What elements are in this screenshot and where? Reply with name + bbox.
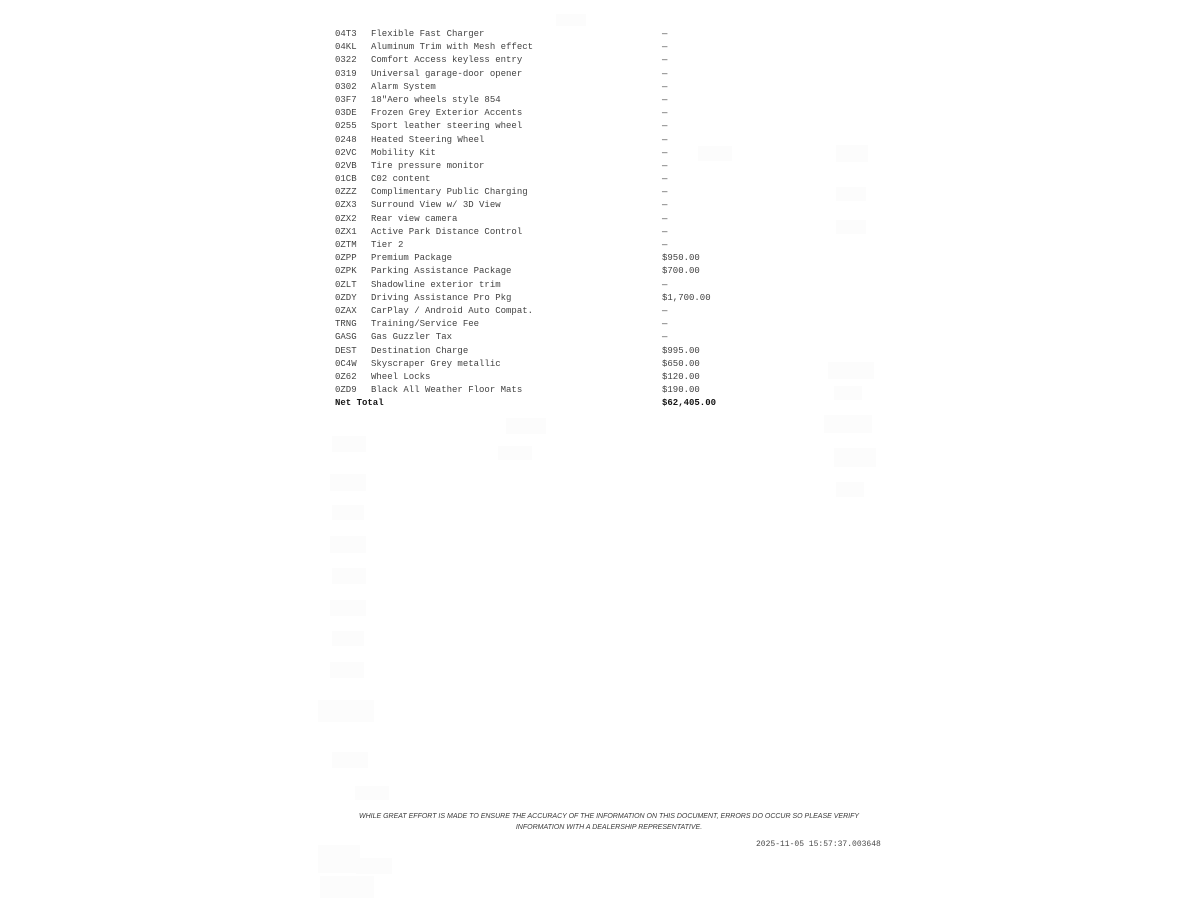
- option-row: [335, 318, 765, 331]
- scan-artifact: [355, 786, 389, 800]
- option-price: —: [662, 108, 668, 119]
- option-description: Driving Assistance Pro Pkg: [371, 292, 512, 303]
- option-code: 03DE: [335, 108, 357, 119]
- disclaimer-text: WHILE GREAT EFFORT IS MADE TO ENSURE THE ACCURACY OF THE INFORMATION ON THIS DOCUMENT, ERRORS DO OCCUR SO PLEASE VERIFY INFORMATION WITH A DEALERSHIP REPRESENTATIVE.: [358, 813, 860, 831]
- option-row: [335, 186, 765, 199]
- option-description: Sport leather steering wheel: [371, 121, 523, 132]
- option-description: Complimentary Public Charging: [371, 187, 528, 198]
- option-price: —: [662, 226, 668, 237]
- option-row: [335, 265, 765, 278]
- option-code: 04KL: [335, 42, 357, 53]
- option-price: —: [662, 147, 668, 158]
- option-code: 0ZX2: [335, 213, 357, 224]
- scan-artifact: [828, 362, 874, 379]
- option-description: Skyscraper Grey metallic: [371, 358, 501, 369]
- option-description: Active Park Distance Control: [371, 226, 523, 237]
- option-row: [335, 213, 765, 226]
- option-code: 0ZX1: [335, 226, 357, 237]
- option-code: 0ZLT: [335, 279, 357, 290]
- option-row: [335, 94, 765, 107]
- option-price: —: [662, 55, 668, 66]
- option-code: 0ZD9: [335, 385, 357, 396]
- option-description: 18"Aero wheels style 854: [371, 94, 501, 105]
- option-row: [335, 252, 765, 265]
- option-price: —: [662, 213, 668, 224]
- option-row: [335, 384, 765, 397]
- scan-artifact: [318, 700, 374, 722]
- option-row: [335, 239, 765, 252]
- option-code: 0ZZZ: [335, 187, 357, 198]
- option-price: $120.00: [662, 371, 700, 382]
- options-table: [335, 28, 765, 410]
- option-price: —: [662, 200, 668, 211]
- option-row: [335, 81, 765, 94]
- option-price: —: [662, 332, 668, 343]
- scan-artifact: [834, 448, 876, 467]
- option-code: 0302: [335, 81, 357, 92]
- option-description: Aluminum Trim with Mesh effect: [371, 42, 534, 53]
- option-code: 0248: [335, 134, 357, 145]
- option-description: Rear view camera: [371, 213, 458, 224]
- option-description: Comfort Access keyless entry: [371, 55, 523, 66]
- timestamp: 2025-11-05 15:57:37.003648: [756, 840, 881, 849]
- option-row: [335, 371, 765, 384]
- option-price: $995.00: [662, 345, 700, 356]
- option-code: 0C4W: [335, 358, 357, 369]
- scan-artifact: [320, 876, 374, 898]
- option-description: Mobility Kit: [371, 147, 436, 158]
- scan-artifact: [330, 536, 366, 553]
- option-row: [335, 292, 765, 305]
- option-price: —: [662, 279, 668, 290]
- scan-artifact: [332, 752, 368, 768]
- scan-artifact: [330, 600, 366, 616]
- option-description: Universal garage-door opener: [371, 68, 523, 79]
- options-rows: [335, 28, 765, 397]
- option-row: [335, 160, 765, 173]
- scan-artifact: [332, 505, 364, 520]
- option-price: —: [662, 240, 668, 250]
- option-code: GASG: [335, 332, 357, 343]
- option-price: —: [662, 42, 668, 53]
- option-description: Frozen Grey Exterior Accents: [371, 108, 523, 119]
- option-row: [335, 305, 765, 318]
- option-row: [335, 199, 765, 212]
- option-description: Gas Guzzler Tax: [371, 332, 453, 343]
- option-row: [335, 331, 765, 344]
- option-description: C02 content: [371, 174, 431, 185]
- option-description: Shadowline exterior trim: [371, 279, 501, 290]
- option-code: DEST: [335, 345, 357, 356]
- option-row: [335, 173, 765, 186]
- scan-artifact: [506, 418, 546, 434]
- option-price: —: [662, 121, 668, 132]
- option-row: [335, 147, 765, 160]
- scan-artifact: [318, 845, 360, 873]
- option-code: 03F7: [335, 94, 357, 105]
- option-code: TRNG: [335, 319, 357, 330]
- option-description: Parking Assistance Package: [371, 266, 512, 277]
- scan-artifact: [836, 187, 866, 201]
- option-price: —: [662, 94, 668, 105]
- scan-artifact: [356, 858, 392, 874]
- option-row: [335, 226, 765, 239]
- scan-artifact: [836, 220, 866, 234]
- option-code: 0ZPP: [335, 253, 357, 264]
- option-price: —: [662, 29, 668, 39]
- option-description: Wheel Locks: [371, 371, 431, 382]
- option-code: 01CB: [335, 174, 357, 185]
- option-description: Destination Charge: [371, 345, 469, 356]
- option-price: $190.00: [662, 385, 700, 396]
- option-description: Flexible Fast Charger: [371, 29, 485, 39]
- option-description: Premium Package: [371, 253, 453, 264]
- option-row: [335, 134, 765, 147]
- option-description: Black All Weather Floor Mats: [371, 385, 523, 396]
- option-price: —: [662, 187, 668, 198]
- option-code: 0ZPK: [335, 266, 357, 277]
- scan-artifact: [836, 145, 868, 162]
- scan-artifact: [332, 568, 366, 584]
- scan-artifact: [332, 631, 364, 646]
- scan-artifact: [556, 14, 586, 26]
- net-total-amount: $62,405.00: [662, 398, 717, 409]
- option-price: $1,700.00: [662, 292, 711, 303]
- option-price: —: [662, 174, 668, 185]
- scan-artifact: [330, 474, 366, 491]
- option-row: [335, 358, 765, 371]
- option-description: Tier 2: [371, 240, 404, 250]
- scan-artifact: [498, 446, 532, 460]
- option-code: 02VC: [335, 147, 357, 158]
- option-price: —: [662, 68, 668, 79]
- option-price: $700.00: [662, 266, 700, 277]
- option-code: 0Z62: [335, 371, 357, 382]
- scan-artifact: [824, 415, 872, 433]
- option-row: [335, 120, 765, 133]
- option-description: Tire pressure monitor: [371, 160, 485, 171]
- option-description: Surround View w/ 3D View: [371, 200, 501, 211]
- option-code: 0ZTM: [335, 240, 357, 250]
- option-price: $950.00: [662, 253, 700, 264]
- scan-artifact: [330, 662, 364, 678]
- option-code: 0255: [335, 121, 357, 132]
- option-description: CarPlay / Android Auto Compat.: [371, 305, 534, 316]
- option-description: Alarm System: [371, 81, 436, 92]
- option-code: 0ZX3: [335, 200, 357, 211]
- option-row: [335, 107, 765, 120]
- option-price: —: [662, 305, 668, 316]
- scan-artifact: [836, 482, 864, 497]
- option-description: Heated Steering Wheel: [371, 134, 485, 145]
- option-description: Training/Service Fee: [371, 319, 480, 330]
- option-row: [335, 54, 765, 67]
- option-row: [335, 41, 765, 54]
- option-row: [335, 68, 765, 81]
- option-code: 02VB: [335, 160, 357, 171]
- net-total-label: Net Total: [335, 398, 384, 409]
- option-code: 0319: [335, 68, 357, 79]
- option-row: [335, 345, 765, 358]
- option-price: —: [662, 81, 668, 92]
- option-code: 0ZDY: [335, 292, 357, 303]
- option-price: $650.00: [662, 358, 700, 369]
- scan-artifact: [332, 436, 366, 452]
- scan-artifact: [834, 386, 862, 400]
- option-price: —: [662, 160, 668, 171]
- option-code: 04T3: [335, 29, 357, 39]
- option-code: 0322: [335, 55, 357, 66]
- option-row: [335, 28, 765, 41]
- net-total-row: [335, 397, 765, 410]
- option-code: 0ZAX: [335, 305, 357, 316]
- option-price: —: [662, 134, 668, 145]
- option-row: [335, 279, 765, 292]
- option-price: —: [662, 319, 668, 330]
